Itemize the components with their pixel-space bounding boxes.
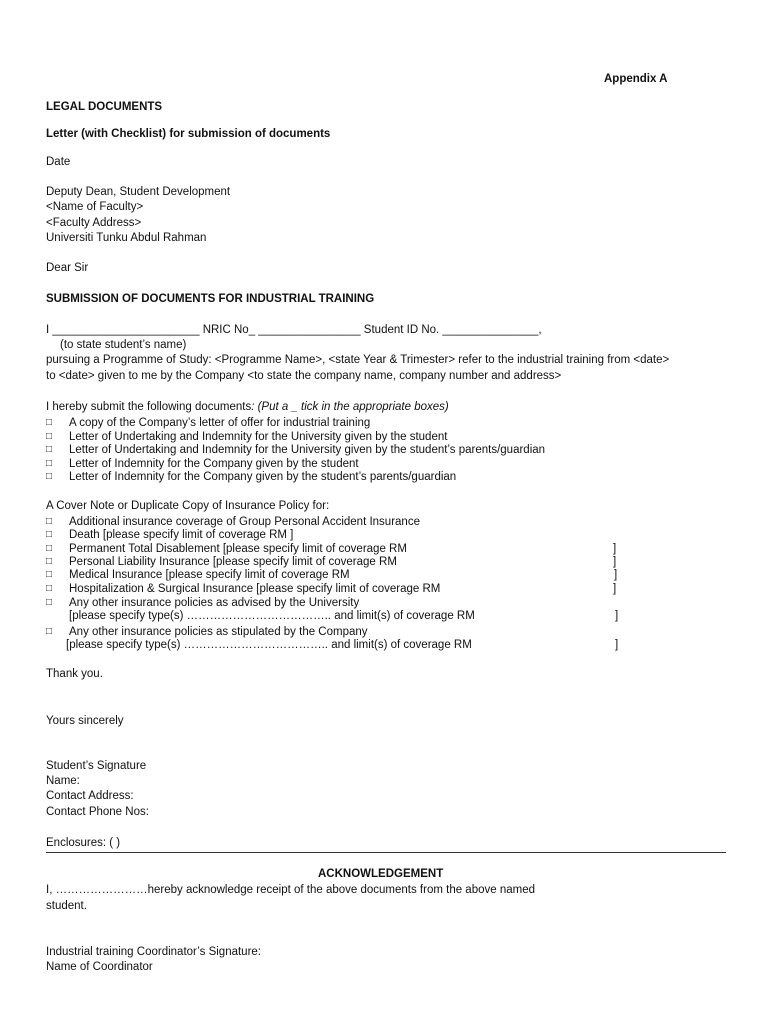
intro-name-hint: (to state student’s name) [60, 339, 187, 351]
insurance-bracket-8: ] [615, 639, 619, 651]
insurance-bracket-7: ] [615, 610, 619, 622]
appendix-label: Appendix A [604, 73, 668, 85]
insurance-item-3: Permanent Total Disablement [please specify limit of coverage RM [69, 543, 407, 555]
acknowledgement-heading: ACKNOWLEDGEMENT [318, 868, 444, 880]
checklist-item-3: Letter of Undertaking and Indemnity for the University given by the student’s parents/guardian [69, 444, 546, 456]
subject-heading: SUBMISSION OF DOCUMENTS FOR INDUSTRIAL TRAINING [46, 293, 375, 305]
checklist-item-4: Letter of Indemnity for the Company given by the student [69, 458, 359, 470]
checkbox-doc-1[interactable]: □ [46, 417, 53, 428]
insurance-item-7: Any other insurance policies as advised by the University [69, 597, 360, 609]
insurance-item-2: Death [please specify limit of coverage RM ] [69, 529, 294, 541]
enclosures-label: Enclosures: ( ) [46, 837, 121, 849]
checkbox-ins-7[interactable]: □ [46, 597, 53, 608]
checklist-item-5: Letter of Indemnity for the Company given by the student’s parents/guardian [69, 471, 457, 483]
checklist-item-2: Letter of Undertaking and Indemnity for the University given by the student [69, 431, 448, 443]
yours-sincerely: Yours sincerely [46, 715, 124, 727]
insurance-bracket-3: ] [613, 543, 617, 555]
checkbox-ins-4[interactable]: □ [46, 556, 53, 567]
recipient-line-3: <Faculty Address> [46, 217, 142, 229]
contact-phone-label: Contact Phone Nos: [46, 806, 149, 818]
checkbox-doc-5[interactable]: □ [46, 471, 53, 482]
checkbox-ins-8[interactable]: □ [46, 626, 53, 637]
insurance-item-8: Any other insurance policies as stipulated by the Company [69, 626, 368, 638]
checkbox-doc-3[interactable]: □ [46, 444, 53, 455]
recipient-line-1: Deputy Dean, Student Development [46, 186, 231, 198]
checkbox-ins-6[interactable]: □ [46, 583, 53, 594]
coordinator-name-label: Name of Coordinator [46, 961, 153, 973]
intro-line-4: to <date> given to me by the Company <to state the company name, company number and address> [46, 370, 562, 382]
acknowledgement-line-1: I, ……………………hereby acknowledge receipt of the above documents from the above named [46, 884, 535, 896]
submit-lead-text: I hereby submit the following documents [46, 401, 252, 413]
insurance-item-6: Hospitalization & Surgical Insurance [please specify limit of coverage RM [69, 583, 441, 595]
student-signature-label: Student’s Signature [46, 760, 147, 772]
contact-address-label: Contact Address: [46, 790, 134, 802]
checkbox-ins-2[interactable]: □ [46, 529, 53, 540]
acknowledgement-line-2: student. [46, 900, 87, 912]
submit-lead-instruction: : (Put a _ tick in the appropriate boxes) [251, 401, 449, 413]
document-title: LEGAL DOCUMENTS [46, 101, 163, 113]
name-label: Name: [46, 775, 80, 787]
checkbox-ins-3[interactable]: □ [46, 543, 53, 554]
recipient-line-2: <Name of Faculty> [46, 201, 144, 213]
checkbox-doc-2[interactable]: □ [46, 431, 53, 442]
insurance-bracket-4: ] [613, 556, 617, 568]
coordinator-signature-label: Industrial training Coordinator’s Signature: [46, 946, 262, 958]
insurance-item-7-spec: [please specify type(s) ……………………………….. and limit(s) of coverage RM [69, 610, 475, 622]
intro-line-3: pursuing a Programme of Study: <Programme Name>, <state Year & Trimester> refer to the industrial training from <date> [46, 354, 670, 366]
recipient-line-4: Universiti Tunku Abdul Rahman [46, 232, 207, 244]
date-label: Date [46, 156, 71, 168]
checkbox-doc-4[interactable]: □ [46, 458, 53, 469]
section-divider [46, 852, 726, 853]
insurance-bracket-5: ] [614, 569, 618, 581]
insurance-item-4: Personal Liability Insurance [please specify limit of coverage RM [69, 556, 397, 568]
insurance-item-1: Additional insurance coverage of Group Personal Accident Insurance [69, 516, 420, 528]
submit-lead [46, 400, 449, 414]
document-subtitle: Letter (with Checklist) for submission of documents [46, 128, 331, 140]
checklist-item-1: A copy of the Company’s letter of offer for industrial training [69, 417, 371, 429]
checkbox-ins-5[interactable]: □ [46, 569, 53, 580]
salutation: Dear Sir [46, 262, 89, 274]
intro-line-1: I _______________________ NRIC No_ ________________ Student ID No. _______________, [46, 324, 542, 336]
insurance-item-8-spec: [please specify type(s) ……………………………….. and limit(s) of coverage RM [66, 639, 472, 651]
checkbox-ins-1[interactable]: □ [46, 516, 53, 527]
thank-you: Thank you. [46, 668, 103, 680]
insurance-item-5: Medical Insurance [please specify limit of coverage RM [69, 569, 350, 581]
insurance-lead: A Cover Note or Duplicate Copy of Insurance Policy for: [46, 500, 330, 512]
insurance-bracket-6: ] [613, 583, 617, 595]
